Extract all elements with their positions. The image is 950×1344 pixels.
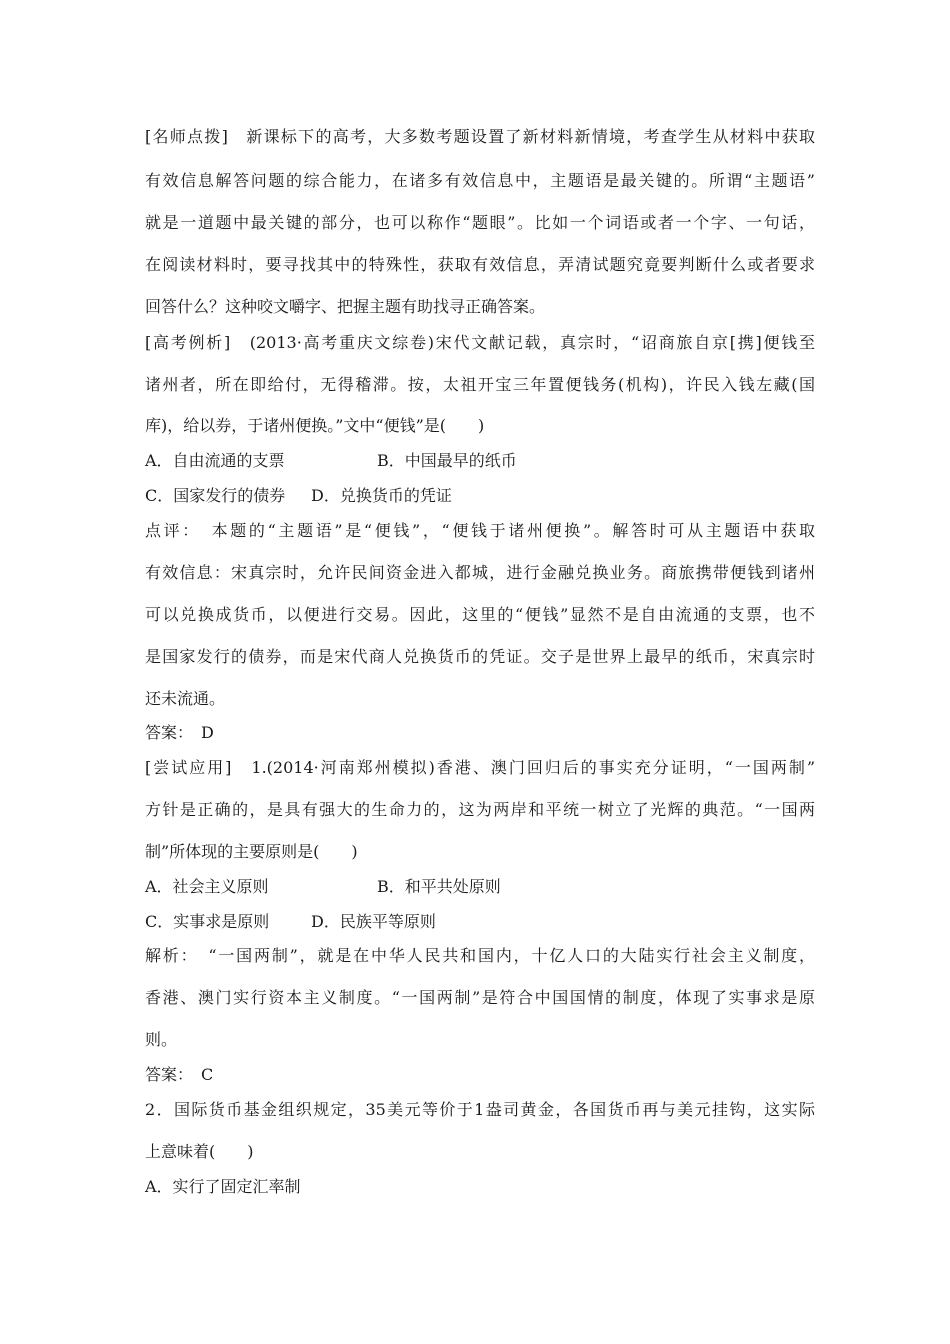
q1-options-cd xyxy=(145,912,815,932)
comment-line-3: 可以兑换成货币，以便进行交易。因此，这里的“便钱”显然不是自由流通的支票，也不 xyxy=(145,605,815,624)
comment-line-4: 是国家发行的债券，而是宋代商人兑换货币的凭证。交子是世界上最早的纸币，宋真宗时 xyxy=(145,647,815,666)
example-options-cd xyxy=(145,486,815,506)
example-line-3: 库)，给以券，于诸州便换。”文中“便钱”是( ) xyxy=(145,416,485,435)
example-option-b: B．中国最早的纸币 xyxy=(377,451,517,470)
q2-option-a: A．实行了固定汇率制 xyxy=(145,1177,301,1196)
tip-line-1: [名师点拨] 新课标下的高考，大多数考题设置了新材料新情境，考查学生从材料中获取 xyxy=(145,127,815,146)
q1-option-d: D．民族平等原则 xyxy=(311,912,436,931)
q1-option-c: C．实事求是原则 xyxy=(145,912,270,931)
q1-line-1: [尝试应用] 1.(2014·河南郑州模拟)香港、澳门回归后的事实充分证明，“一国两制” xyxy=(145,758,815,777)
comment-line-5: 还未流通。 xyxy=(145,689,226,708)
q1-option-a: A．社会主义原则 xyxy=(145,877,269,896)
tip-line-3: 就是一道题中最关键的部分，也可以称作“题眼”。比如一个词语或者一个字、一句话， xyxy=(145,213,815,232)
comment-line-1: 点评： 本题的“主题语”是“便钱”，“便钱于诸州便换”。解答时可从主题语中获取 xyxy=(145,521,815,540)
q2-line-1: 2．国际货币基金组织规定，35美元等价于1盎司黄金，各国货币再与美元挂钩，这实际 xyxy=(145,1100,815,1119)
example-option-c: C．国家发行的债券 xyxy=(145,486,286,505)
analysis-line-3: 则。 xyxy=(145,1030,178,1049)
q1-line-3: 制”所体现的主要原则是( ) xyxy=(145,842,358,861)
q2-line-2: 上意味着( ) xyxy=(145,1142,254,1161)
tip-line-4: 在阅读材料时，要寻找其中的特殊性，获取有效信息，弄清试题究竟要判断什么或者要求 xyxy=(145,255,815,274)
example-line-2: 诸州者，所在即给付，无得稽滞。按，太祖开宝三年置便钱务(机构)，许民入钱左藏(国 xyxy=(145,375,815,394)
example-option-a: A．自由流通的支票 xyxy=(145,451,285,470)
tip-line-2: 有效信息解答问题的综合能力，在诸多有效信息中，主题语是最关键的。所谓“主题语” xyxy=(145,171,815,190)
q1-option-b: B．和平共处原则 xyxy=(377,877,501,896)
q1-answer: 答案： C xyxy=(145,1065,214,1084)
comment-line-2: 有效信息：宋真宗时，允许民间资金进入都城，进行金融兑换业务。商旅携带便钱到诸州 xyxy=(145,563,815,582)
example-answer: 答案： D xyxy=(145,723,214,742)
example-line-1: [高考例析] (2013·高考重庆文综卷)宋代文献记载，真宗时，“诏商旅自京[携]便钱至 xyxy=(145,333,815,352)
analysis-line-1: 解析： “一国两制”，就是在中华人民共和国内，十亿人口的大陆实行社会主义制度， xyxy=(145,946,815,965)
example-option-d: D．兑换货币的凭证 xyxy=(311,486,452,505)
q1-options-ab xyxy=(145,877,815,897)
example-options-ab xyxy=(145,451,815,471)
tip-line-5: 回答什么？这种咬文嚼字、把握主题有助找寻正确答案。 xyxy=(145,297,546,316)
analysis-line-2: 香港、澳门实行资本主义制度。“一国两制”是符合中国国情的制度，体现了实事求是原 xyxy=(145,988,815,1007)
q1-line-2: 方针是正确的，是具有强大的生命力的，这为两岸和平统一树立了光辉的典范。“一国两 xyxy=(145,800,815,819)
